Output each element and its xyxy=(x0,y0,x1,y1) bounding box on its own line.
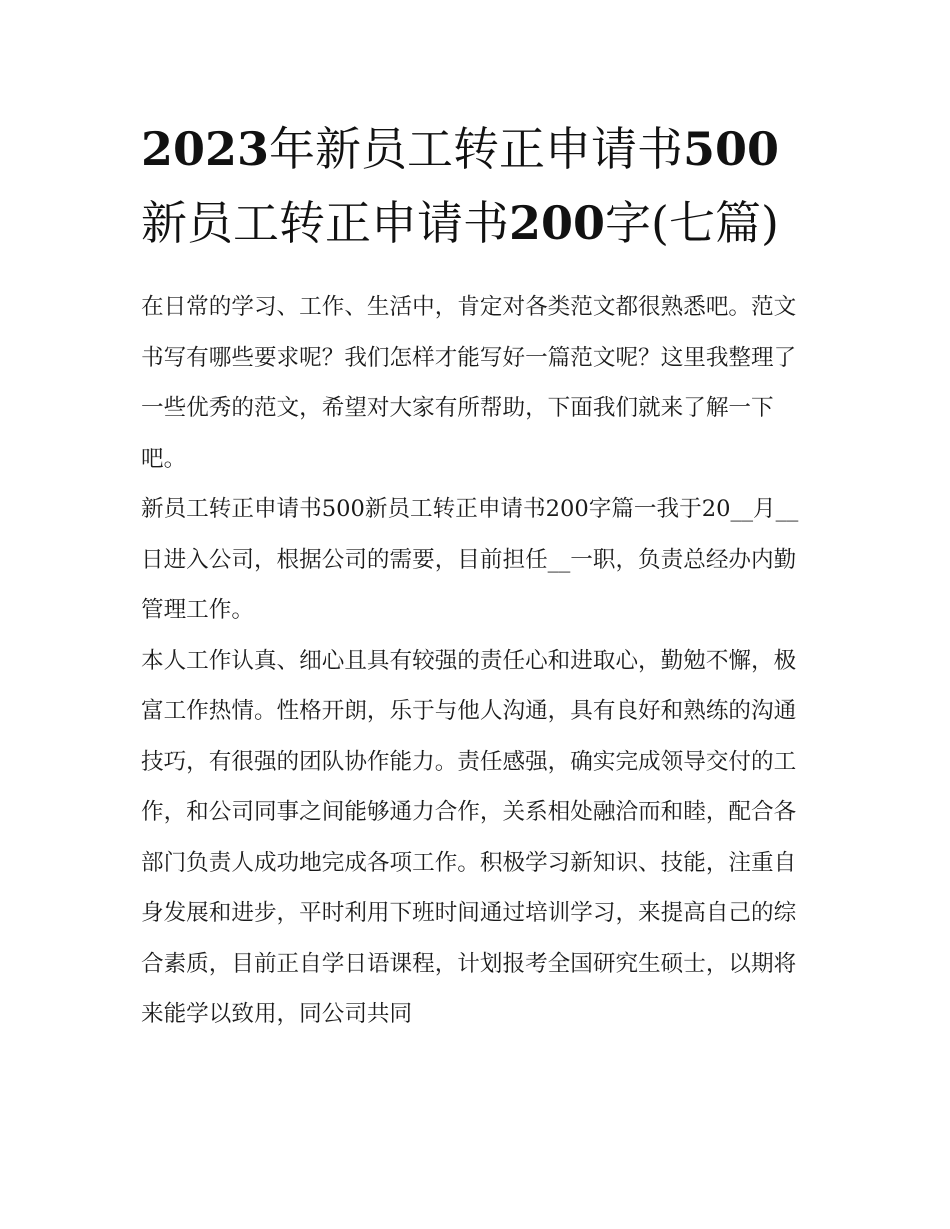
body-paragraph-1: 新员工转正申请书500新员工转正申请书200字篇一我于20__月__日进入公司，根据公司的需要，目前担任__一职，负责总经办内勤管理工作。 xyxy=(141,496,799,623)
document-content xyxy=(141,112,816,1040)
document-body xyxy=(141,282,816,1040)
intro-paragraph: 在日常的学习、工作、生活中，肯定对各类范文都很熟悉吧。范文书写有哪些要求呢？我们怎样才能写好一篇范文呢？这里我整理了一些优秀的范文，希望对大家有所帮助，下面我们就来了解一下吧。 xyxy=(141,294,797,472)
document-title: 2023年新员工转正申请书500新员工转正申请书200字(七篇) xyxy=(141,122,780,250)
body-paragraph-2: 本人工作认真、细心且具有较强的责任心和进取心，勤勉不懈，极富工作热情。性格开朗，乐于与他人沟通，具有良好和熟练的沟通技巧，有很强的团队协作能力。责任感强，确实完成领导交付的工作，和公司同事之间能够通力合作，关系相处融洽而和睦，配合各部门负责人成功地完成各项工作。积极学习新知识、技能，注重自身发展和进步，平时利用下班时间通过培训学习，来提高自己的综合素质，目前正自学日语课程，计划报考全国研究生硕士，以期将来能学以致用，同公司共同 xyxy=(141,647,797,1027)
